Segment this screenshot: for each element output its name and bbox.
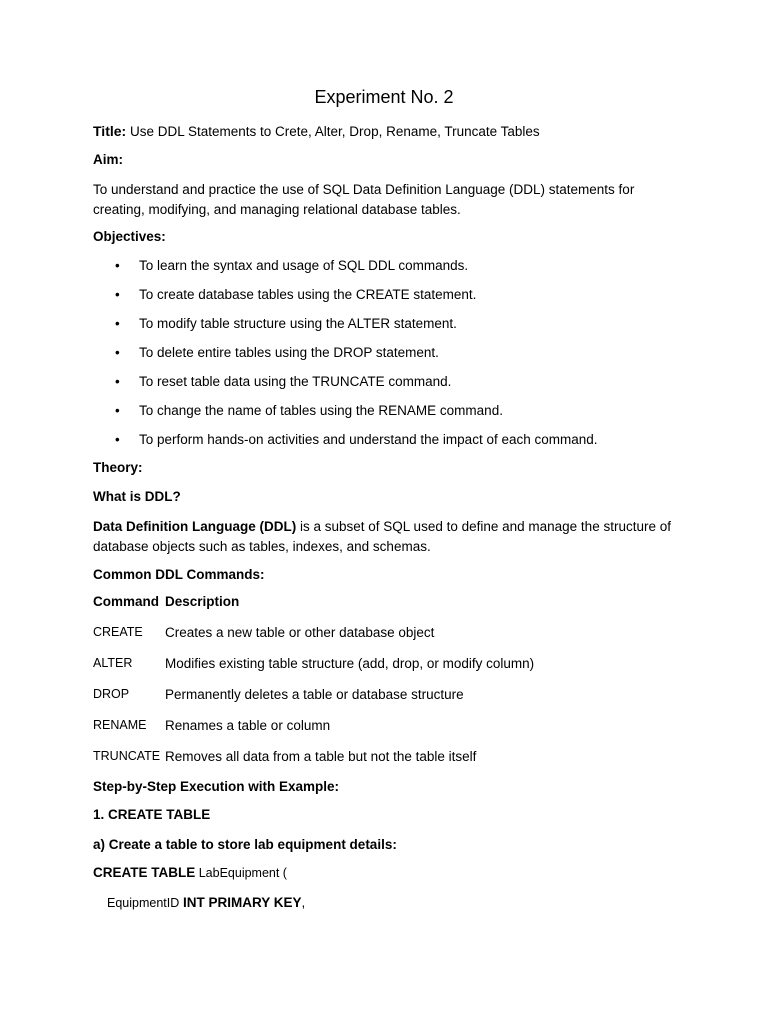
command-cell: ALTER bbox=[93, 656, 133, 670]
description-cell: Permanently deletes a table or database structure bbox=[165, 687, 464, 702]
common-commands-heading: Common DDL Commands: bbox=[93, 567, 265, 582]
command-cell: RENAME bbox=[93, 718, 147, 732]
list-item-text: To perform hands-on activities and understand the impact of each command. bbox=[139, 432, 598, 447]
aim-heading: Aim: bbox=[93, 152, 123, 167]
table-row bbox=[93, 749, 534, 780]
page-title: Experiment No. 2 bbox=[314, 87, 454, 107]
command-cell: DROP bbox=[93, 687, 130, 701]
list-item bbox=[93, 314, 598, 343]
title-text: Use DDL Statements to Crete, Alter, Drop, Rename, Truncate Tables bbox=[129, 124, 540, 139]
table-row bbox=[93, 718, 534, 749]
code-table-name: LabEquipment ( bbox=[195, 866, 287, 880]
list-item-text: To modify table structure using the ALTER statement. bbox=[139, 316, 457, 331]
code-keyword: INT PRIMARY KEY bbox=[179, 895, 302, 910]
list-item bbox=[93, 430, 598, 459]
code-line-2 bbox=[107, 895, 305, 910]
description-cell: Creates a new table or other database object bbox=[165, 625, 435, 640]
description-cell: Modifies existing table structure (add, drop, or modify column) bbox=[165, 656, 535, 671]
code-line-1 bbox=[93, 865, 287, 880]
code-column-name: EquipmentID bbox=[107, 896, 180, 910]
objectives-list bbox=[93, 256, 598, 459]
section-create-heading bbox=[93, 807, 210, 822]
list-item-text: To reset table data using the TRUNCATE command. bbox=[139, 374, 452, 389]
table-header-row bbox=[93, 594, 534, 625]
section-create-label: 1. CREATE TABLE bbox=[93, 807, 211, 822]
objectives-heading: Objectives: bbox=[93, 229, 166, 244]
list-item bbox=[93, 285, 598, 314]
table-row bbox=[93, 687, 534, 718]
aim-text: To understand and practice the use of SQL Data Definition Language (DDL) statements for creating, modifying, and managing relational database tables. bbox=[93, 182, 635, 217]
list-item bbox=[93, 256, 598, 285]
steps-heading: Step-by-Step Execution with Example: bbox=[93, 779, 340, 794]
ddl-definition bbox=[93, 517, 683, 557]
commands-table bbox=[93, 594, 534, 780]
ddl-term: Data Definition Language (DDL) bbox=[93, 519, 297, 534]
table-row bbox=[93, 625, 534, 656]
list-item bbox=[93, 372, 598, 401]
list-item-text: To change the name of tables using the RENAME command. bbox=[139, 403, 503, 418]
bullet-icon: • bbox=[115, 374, 120, 389]
column-header-description: Description bbox=[165, 594, 240, 609]
title-label: Title: bbox=[93, 123, 127, 139]
list-item bbox=[93, 343, 598, 372]
table-row bbox=[93, 656, 534, 687]
bullet-icon: • bbox=[115, 403, 120, 418]
title-line bbox=[93, 123, 540, 139]
theory-heading: Theory: bbox=[93, 460, 143, 475]
code-punctuation: , bbox=[301, 895, 306, 910]
code-keyword: CREATE TABLE bbox=[93, 865, 196, 880]
column-header-command: Command bbox=[93, 594, 160, 609]
description-cell: Removes all data from a table but not the table itself bbox=[165, 749, 477, 764]
what-is-ddl-heading: What is DDL? bbox=[93, 489, 181, 504]
description-cell: Renames a table or column bbox=[165, 718, 331, 733]
list-item-text: To create database tables using the CREATE statement. bbox=[139, 287, 477, 302]
list-item bbox=[93, 401, 598, 430]
bullet-icon: • bbox=[115, 287, 120, 302]
sub-step-a: a) Create a table to store lab equipment details: bbox=[93, 837, 397, 852]
bullet-icon: • bbox=[115, 432, 120, 447]
ddl-text: is a subset of SQL used to define and manage the structure of database objects such as tables, indexes, and schemas. bbox=[93, 519, 671, 554]
command-cell: TRUNCATE bbox=[93, 749, 161, 763]
list-item-text: To delete entire tables using the DROP statement. bbox=[139, 345, 439, 360]
bullet-icon: • bbox=[115, 258, 120, 273]
command-cell: CREATE bbox=[93, 625, 143, 639]
list-item-text: To learn the syntax and usage of SQL DDL commands. bbox=[139, 258, 469, 273]
bullet-icon: • bbox=[115, 345, 120, 360]
bullet-icon: • bbox=[115, 316, 120, 331]
